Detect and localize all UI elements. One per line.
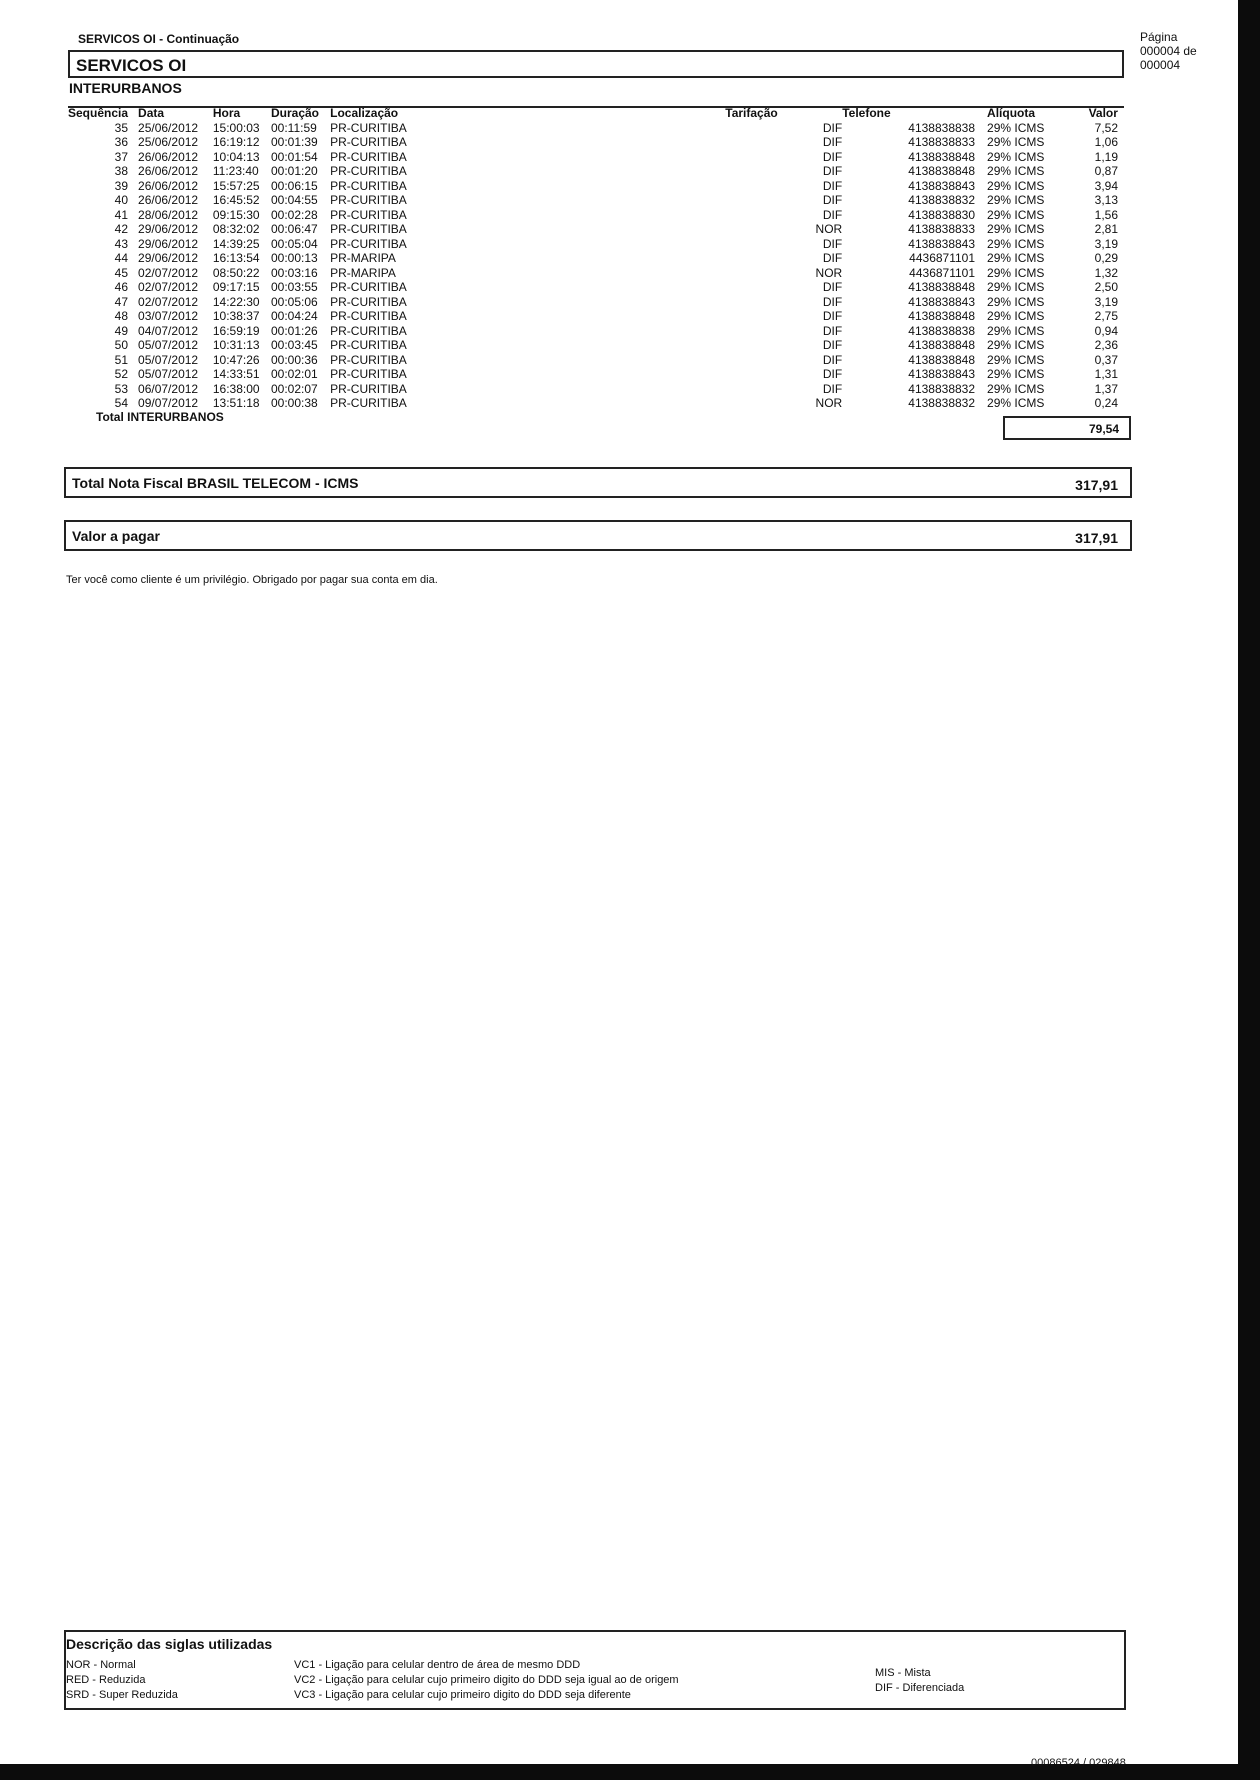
- cell-aliquota: 29% ICMS: [987, 280, 1045, 294]
- cell-telefone: 4138838848: [908, 280, 976, 294]
- cell-data: 05/07/2012: [138, 338, 199, 352]
- legend-item: NOR - Normal: [66, 1659, 136, 1671]
- cell-duracao: 00:05:04: [270, 236, 318, 251]
- cell-aliquota: 29% ICMS: [987, 222, 1045, 236]
- cell-hora: 08:50:22: [212, 265, 260, 280]
- total-interurbanos-value: 79,54: [1003, 416, 1131, 440]
- cell-tarifacao: DIF: [822, 236, 843, 251]
- cell-localizacao: PR-CURITIBA: [330, 120, 407, 135]
- calls-table-body: [68, 121, 1128, 411]
- cell-aliquota: 29% ICMS: [987, 265, 1045, 280]
- col-header-hora: Hora: [212, 106, 241, 120]
- table-row: [68, 367, 1128, 382]
- cell-localizacao: PR-MARIPA: [330, 265, 396, 280]
- cell-valor: 1,06: [1094, 135, 1118, 149]
- cell-sequencia: 40: [114, 193, 129, 207]
- cell-duracao: 00:03:55: [270, 280, 318, 294]
- continuation-title: SERVICOS OI - Continuação: [78, 32, 240, 46]
- cell-duracao: 00:02:28: [270, 207, 318, 222]
- cell-localizacao: PR-CURITIBA: [330, 396, 407, 410]
- cell-localizacao: PR-CURITIBA: [330, 367, 407, 381]
- table-row: [68, 280, 1128, 295]
- cell-valor: 1,32: [1094, 265, 1118, 280]
- cell-tarifacao: DIF: [822, 207, 843, 222]
- table-row: [68, 237, 1128, 252]
- section-subtitle: INTERURBANOS: [69, 80, 182, 96]
- table-row: [68, 338, 1128, 353]
- cell-duracao: 00:06:47: [270, 222, 318, 236]
- cell-duracao: 00:03:45: [270, 338, 318, 352]
- cell-telefone: 4138838848: [908, 164, 976, 178]
- valor-a-pagar-value: 317,91: [1075, 530, 1118, 546]
- cell-localizacao: PR-CURITIBA: [330, 207, 407, 222]
- cell-telefone: 4138838843: [908, 294, 976, 309]
- cell-hora: 16:45:52: [212, 193, 260, 207]
- cell-hora: 16:13:54: [212, 251, 260, 265]
- cell-valor: 1,19: [1094, 149, 1118, 164]
- cell-valor: 7,52: [1094, 120, 1118, 135]
- cell-data: 02/07/2012: [138, 294, 199, 309]
- cell-duracao: 00:00:36: [270, 352, 318, 367]
- cell-localizacao: PR-CURITIBA: [330, 338, 407, 352]
- table-row: [68, 222, 1128, 237]
- cell-data: 28/06/2012: [138, 207, 199, 222]
- cell-tarifacao: DIF: [822, 367, 843, 381]
- cell-sequencia: 48: [114, 309, 129, 323]
- cell-aliquota: 29% ICMS: [987, 207, 1045, 222]
- legend-item: VC3 - Ligação para celular cujo primeiro digito do DDD seja diferente: [294, 1689, 631, 1701]
- cell-data: 25/06/2012: [138, 135, 199, 149]
- table-row: [68, 295, 1128, 310]
- cell-telefone: 4138838843: [908, 178, 976, 193]
- legend-item: RED - Reduzida: [66, 1674, 146, 1686]
- cell-telefone: 4138838843: [908, 367, 976, 381]
- cell-valor: 1,31: [1094, 367, 1118, 381]
- cell-localizacao: PR-MARIPA: [330, 251, 396, 265]
- cell-sequencia: 42: [114, 222, 129, 236]
- cell-aliquota: 29% ICMS: [987, 352, 1045, 367]
- cell-hora: 10:31:13: [212, 338, 260, 352]
- table-row: [68, 179, 1128, 194]
- cell-data: 26/06/2012: [138, 178, 199, 193]
- cell-aliquota: 29% ICMS: [987, 251, 1045, 265]
- cell-telefone: 4138838848: [908, 338, 976, 352]
- cell-aliquota: 29% ICMS: [987, 309, 1045, 323]
- scan-edge-right: [1238, 0, 1260, 1780]
- cell-localizacao: PR-CURITIBA: [330, 164, 407, 178]
- cell-sequencia: 44: [114, 251, 129, 265]
- cell-duracao: 00:00:38: [270, 396, 318, 410]
- cell-data: 26/06/2012: [138, 193, 199, 207]
- cell-localizacao: PR-CURITIBA: [330, 381, 407, 396]
- cell-localizacao: PR-CURITIBA: [330, 135, 407, 149]
- cell-sequencia: 46: [114, 280, 129, 294]
- cell-tarifacao: DIF: [822, 294, 843, 309]
- cell-duracao: 00:02:01: [270, 367, 318, 381]
- cell-localizacao: PR-CURITIBA: [330, 323, 407, 338]
- cell-hora: 10:47:26: [212, 352, 260, 367]
- cell-hora: 08:32:02: [212, 222, 260, 236]
- cell-hora: 09:15:30: [212, 207, 260, 222]
- cell-tarifacao: DIF: [822, 135, 843, 149]
- cell-tarifacao: DIF: [822, 338, 843, 352]
- cell-sequencia: 50: [114, 338, 129, 352]
- legend-item: DIF - Diferenciada: [875, 1682, 965, 1694]
- cell-aliquota: 29% ICMS: [987, 323, 1045, 338]
- cell-sequencia: 45: [114, 265, 129, 280]
- cell-telefone: 4138838838: [908, 323, 976, 338]
- table-row: [68, 208, 1128, 223]
- legend-item: MIS - Mista: [875, 1667, 931, 1679]
- cell-aliquota: 29% ICMS: [987, 120, 1045, 135]
- cell-valor: 3,19: [1094, 294, 1118, 309]
- cell-valor: 2,75: [1094, 309, 1118, 323]
- cell-hora: 16:19:12: [212, 135, 260, 149]
- cell-duracao: 00:06:15: [270, 178, 318, 193]
- cell-tarifacao: NOR: [815, 222, 843, 236]
- cell-data: 05/07/2012: [138, 367, 199, 381]
- col-header-duracao: Duração: [270, 106, 320, 120]
- page-label: Página: [1140, 30, 1178, 44]
- legend-item: VC2 - Ligação para celular cujo primeiro digito do DDD seja igual ao de origem: [294, 1674, 679, 1686]
- cell-localizacao: PR-CURITIBA: [330, 236, 407, 251]
- cell-hora: 15:00:03: [212, 120, 260, 135]
- col-header-localizacao: Localização: [330, 106, 399, 120]
- col-header-tarifacao: Tarifação: [725, 106, 778, 120]
- cell-localizacao: PR-CURITIBA: [330, 280, 407, 294]
- cell-localizacao: PR-CURITIBA: [330, 178, 407, 193]
- cell-hora: 14:22:30: [212, 294, 260, 309]
- cell-sequencia: 39: [114, 178, 129, 193]
- cell-tarifacao: DIF: [822, 280, 843, 294]
- cell-aliquota: 29% ICMS: [987, 193, 1045, 207]
- table-row: [68, 396, 1128, 411]
- table-row: [68, 193, 1128, 208]
- cell-sequencia: 52: [114, 367, 129, 381]
- cell-localizacao: PR-CURITIBA: [330, 193, 407, 207]
- cell-telefone: 4138838843: [908, 236, 976, 251]
- cell-aliquota: 29% ICMS: [987, 381, 1045, 396]
- cell-sequencia: 35: [114, 120, 129, 135]
- cell-aliquota: 29% ICMS: [987, 164, 1045, 178]
- cell-hora: 13:51:18: [212, 396, 260, 410]
- cell-data: 26/06/2012: [138, 164, 199, 178]
- cell-telefone: 4436871101: [909, 251, 976, 265]
- cell-sequencia: 43: [114, 236, 129, 251]
- col-header-data: Data: [138, 106, 165, 120]
- cell-duracao: 00:04:55: [270, 193, 318, 207]
- valor-a-pagar: [64, 520, 1132, 551]
- cell-aliquota: 29% ICMS: [987, 135, 1045, 149]
- table-row: [68, 164, 1128, 179]
- cell-tarifacao: DIF: [822, 164, 843, 178]
- cell-duracao: 00:01:39: [270, 135, 318, 149]
- cell-duracao: 00:03:16: [270, 265, 318, 280]
- cell-sequencia: 51: [114, 352, 129, 367]
- cell-hora: 10:38:37: [212, 309, 260, 323]
- cell-aliquota: 29% ICMS: [987, 294, 1045, 309]
- cell-telefone: 4138838832: [908, 193, 976, 207]
- cell-data: 05/07/2012: [138, 352, 199, 367]
- cell-valor: 2,50: [1094, 280, 1118, 294]
- cell-duracao: 00:01:54: [270, 149, 318, 164]
- cell-hora: 09:17:15: [212, 280, 260, 294]
- cell-telefone: 4138838848: [908, 309, 976, 323]
- cell-telefone: 4436871101: [909, 265, 976, 280]
- cell-data: 06/07/2012: [138, 381, 199, 396]
- cell-telefone: 4138838832: [908, 396, 976, 410]
- cell-valor: 2,36: [1094, 338, 1118, 352]
- cell-sequencia: 53: [114, 381, 129, 396]
- cell-tarifacao: DIF: [822, 120, 843, 135]
- page-total: 000004: [1140, 58, 1181, 72]
- cell-valor: 1,37: [1094, 381, 1118, 396]
- cell-hora: 14:39:25: [212, 236, 260, 251]
- cell-valor: 0,94: [1094, 323, 1118, 338]
- cell-aliquota: 29% ICMS: [987, 236, 1045, 251]
- cell-sequencia: 37: [114, 149, 129, 164]
- valor-a-pagar-label: Valor a pagar: [72, 528, 160, 544]
- cell-duracao: 00:11:59: [270, 120, 317, 135]
- cell-hora: 16:59:19: [212, 323, 260, 338]
- cell-data: 04/07/2012: [138, 323, 199, 338]
- table-row: [68, 382, 1128, 397]
- cell-duracao: 00:02:07: [270, 381, 318, 396]
- cell-telefone: 4138838833: [908, 222, 976, 236]
- cell-valor: 3,94: [1094, 178, 1118, 193]
- cell-sequencia: 36: [114, 135, 129, 149]
- calls-table: [68, 106, 1128, 411]
- cell-aliquota: 29% ICMS: [987, 367, 1045, 381]
- cell-data: 26/06/2012: [138, 149, 199, 164]
- table-row: [68, 309, 1128, 324]
- cell-hora: 11:23:40: [212, 164, 259, 178]
- cell-tarifacao: DIF: [822, 309, 843, 323]
- col-header-aliquota: Alíquota: [987, 106, 1036, 120]
- cell-aliquota: 29% ICMS: [987, 338, 1045, 352]
- cell-aliquota: 29% ICMS: [987, 396, 1045, 410]
- cell-localizacao: PR-CURITIBA: [330, 352, 407, 367]
- cell-data: 02/07/2012: [138, 280, 199, 294]
- total-nota-fiscal: [64, 467, 1132, 498]
- cell-telefone: 4138838832: [908, 381, 976, 396]
- cell-valor: 0,29: [1094, 251, 1118, 265]
- legend-col-tarifas: [66, 1658, 178, 1703]
- cell-tarifacao: DIF: [822, 149, 843, 164]
- table-row: [68, 251, 1128, 266]
- cell-duracao: 00:01:26: [270, 323, 318, 338]
- cell-aliquota: 29% ICMS: [987, 178, 1045, 193]
- cell-duracao: 00:04:24: [270, 309, 318, 323]
- cell-aliquota: 29% ICMS: [987, 149, 1045, 164]
- cell-hora: 16:38:00: [212, 381, 260, 396]
- total-interurbanos-label: Total INTERURBANOS: [96, 410, 224, 424]
- table-row: [68, 121, 1128, 136]
- cell-localizacao: PR-CURITIBA: [330, 149, 407, 164]
- cell-telefone: 4138838848: [908, 352, 976, 367]
- cell-valor: 0,24: [1094, 396, 1118, 410]
- cell-tarifacao: DIF: [822, 381, 843, 396]
- legend-item: SRD - Super Reduzida: [66, 1689, 178, 1701]
- cell-duracao: 00:05:06: [270, 294, 318, 309]
- col-header-telefone: Telefone: [842, 106, 891, 120]
- legend-box: [64, 1630, 1126, 1710]
- col-header-valor: Valor: [1088, 106, 1118, 120]
- table-header-row: [68, 106, 1128, 121]
- document-number: 00086524 / 029848: [1031, 1757, 1126, 1769]
- cell-valor: 2,81: [1094, 222, 1118, 236]
- total-nota-fiscal-value: 317,91: [1075, 477, 1118, 493]
- section-title: SERVICOS OI: [68, 50, 1124, 78]
- cell-data: 29/06/2012: [138, 222, 199, 236]
- thank-you-message: Ter você como cliente é um privilégio. Obrigado por pagar sua conta em dia.: [66, 574, 438, 586]
- legend-item: VC1 - Ligação para celular dentro de área de mesmo DDD: [294, 1659, 581, 1671]
- cell-sequencia: 41: [114, 207, 129, 222]
- legend-title: Descrição das siglas utilizadas: [66, 1636, 273, 1652]
- cell-hora: 14:33:51: [212, 367, 260, 381]
- cell-tarifacao: DIF: [822, 352, 843, 367]
- cell-localizacao: PR-CURITIBA: [330, 222, 407, 236]
- table-row: [68, 324, 1128, 339]
- cell-data: 03/07/2012: [138, 309, 199, 323]
- cell-duracao: 00:01:20: [270, 164, 318, 178]
- cell-sequencia: 47: [114, 294, 129, 309]
- cell-tarifacao: DIF: [822, 251, 843, 265]
- cell-data: 25/06/2012: [138, 120, 199, 135]
- table-row: [68, 150, 1128, 165]
- cell-tarifacao: DIF: [822, 178, 843, 193]
- cell-tarifacao: DIF: [822, 323, 843, 338]
- cell-tarifacao: DIF: [822, 193, 843, 207]
- cell-valor: 3,19: [1094, 236, 1118, 251]
- table-row: [68, 266, 1128, 281]
- cell-valor: 0,37: [1094, 352, 1118, 367]
- page-current: 000004 de: [1140, 44, 1197, 58]
- cell-tarifacao: NOR: [815, 265, 843, 280]
- cell-valor: 0,87: [1094, 164, 1118, 178]
- cell-duracao: 00:00:13: [270, 251, 318, 265]
- cell-hora: 10:04:13: [212, 149, 260, 164]
- cell-hora: 15:57:25: [212, 178, 260, 193]
- cell-telefone: 4138838833: [908, 135, 976, 149]
- cell-localizacao: PR-CURITIBA: [330, 309, 407, 323]
- page-indicator: [1140, 30, 1197, 72]
- cell-data: 29/06/2012: [138, 236, 199, 251]
- col-header-sequencia: Sequência: [68, 106, 129, 120]
- cell-sequencia: 54: [114, 396, 129, 410]
- cell-tarifacao: NOR: [815, 396, 843, 410]
- cell-telefone: 4138838830: [908, 207, 976, 222]
- cell-data: 09/07/2012: [138, 396, 199, 410]
- legend-col-outros: [875, 1666, 964, 1696]
- cell-localizacao: PR-CURITIBA: [330, 294, 407, 309]
- cell-data: 29/06/2012: [138, 251, 199, 265]
- cell-sequencia: 38: [114, 164, 129, 178]
- cell-data: 02/07/2012: [138, 265, 199, 280]
- legend-col-celular: [294, 1658, 679, 1703]
- total-nota-fiscal-label: Total Nota Fiscal BRASIL TELECOM - ICMS: [72, 475, 359, 491]
- cell-sequencia: 49: [114, 323, 129, 338]
- table-row: [68, 353, 1128, 368]
- cell-telefone: 4138838848: [908, 149, 976, 164]
- cell-valor: 3,13: [1094, 193, 1118, 207]
- table-row: [68, 135, 1128, 150]
- cell-valor: 1,56: [1094, 207, 1118, 222]
- cell-telefone: 4138838838: [908, 120, 976, 135]
